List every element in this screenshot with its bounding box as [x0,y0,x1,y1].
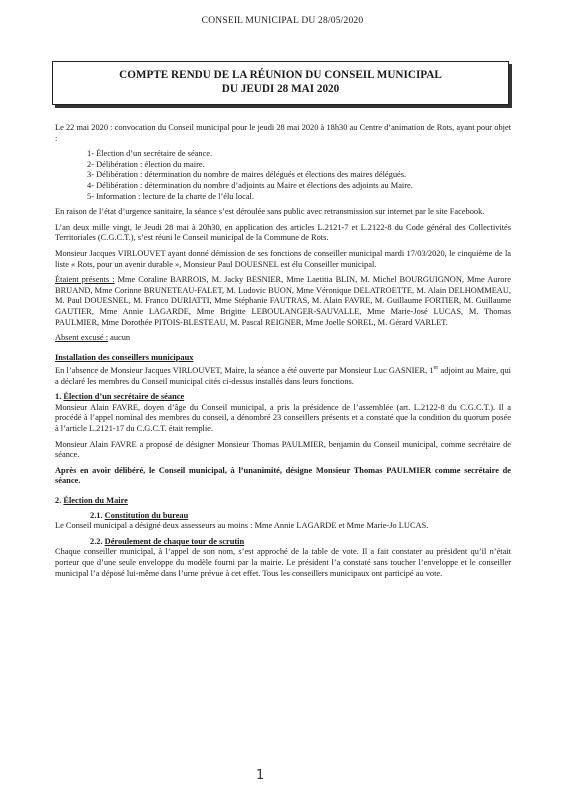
agenda-list [55,149,511,202]
title-line-1: COMPTE RENDU DE LA RÉUNION DU CONSEIL MUNICIPAL [119,69,442,81]
intro-paragraph: Le 22 mai 2020 : convocation du Conseil municipal pour le jeudi 28 mai 2020 à 18h30 au Centre d’animation de Rots, ayant pour objet : [55,123,511,143]
title-line-2: DU JEUDI 28 MAI 2020 [221,83,340,95]
absent-label: Absent excusé : [55,333,109,343]
section-1-p1: Monsieur Alain FAVRE, doyen d’âge du Conseil municipal, a pris la présidence de l’assemblée (art. L.2122-8 du C.G.C.T.). Il a procédé à l’appel nominal des membres du conseil, a dénombré 23 conseillers présents et a constaté que la condition du quorum posée à l’article L.2121-17 du C.G.C.T. était remplie. [55,402,511,434]
agenda-item: 3- Délibération : détermination du nombre de maires délégués et élections des maires délégués. [87,170,407,180]
page-number: 1 [256,768,265,783]
section-2-1-heading: 2.1. Constitution du bureau [90,510,189,520]
section-2-2-text: Chaque conseiller municipal, à l’appel de son nom, s’est approché de la table de vote. Il a fait constater au président qu’il n’était porteur que d’une seule enveloppe du modèle fourni par la mairie. Le président l’a constaté sans toucher l’enveloppe et le conseiller municipal l’a déposé lui-même dans l’urne prévue à cet effet. Tous les conseillers municipaux ont participé au vote. [55,547,511,578]
section-2-2-heading: 2.2. Déroulement de chaque tour de scrutin [90,536,245,546]
agenda-item: 2- Délibération : élection du maire. [87,159,205,169]
install-paragraph: En l’absence de Monsieur Jacques VIRLOUVET, Maire, la séance a été ouverte par Monsieur Luc GASNIER, 1er adjoint au Maire, qui a déclaré les membres du Conseil municipal cités ci-dessus installés dans leurs fonctions. [55,365,511,386]
presents-list: Mme Coraline BARROIS, M. Jacky BESNIER, Mme Laetitia BLIN, M. Michel BOURGUIGNON, Mme Aurore BRUAND, Mme Corinne BRUNETEAU-FALET, M. Ludovic BUON, Mme Véronique DELATROETTE, M. Alain DELHOMMEAU, M. Paul DOUESNEL, M. Franco DURIATTI, Mme Stéphanie FAUTRAS, M. Alain FAVRE, M. Guillaume FORTIER, M. Guillaume GAUTIER, Mme Annie LAGARDE, Mme Brigitte LEBOULANGER-SAUVALLE, Mme Marie-José LUCAS, M. Thomas PAULMIER, Mme Dorothée PITOIS-BLESTEAU, M. Pascal REIGNER, Mme Joelle SOREL, M. Gérard VARLET. [55,275,511,327]
title-box [52,61,509,105]
section-2-1-text: Le Conseil municipal a désigné deux assesseurs au moins : Mme Annie LAGARDE et Mme Marie-Jo LUCAS. [55,521,429,531]
presents-label: Étaient présents : [55,275,115,285]
absent-paragraph [55,333,511,344]
virlouvet-paragraph: Monsieur Jacques VIRLOUVET ayant donné démission de ses fonctions de conseiller municipal mardi 17/03/2020, le cinquième de la liste « Rots, pour un avenir durable », Monsieur Paul DOUESNEL est élu Conseiller municipal. [55,248,511,269]
agenda-item: 5- Information : lecture de la charte de l’élu local. [87,191,254,201]
section-1-decision: Après en avoir délibéré, le Conseil municipal, à l’unanimité, désigne Monsieur Thomas PAULMIER comme secrétaire de séance. [55,465,511,486]
agenda-item: 1- Élection d’un secrétaire de séance. [87,149,213,159]
page-header: CONSEIL MUNICIPAL DU 28/05/2020 [201,16,364,26]
absent-text: aucun [108,333,131,343]
an-paragraph: L’an deux mille vingt, le Jeudi 28 mai à 20h30, en application des articles L.2121-7 et L.2122-8 du Code général des Collectivités Territoriales (C.G.C.T.), s’est réuni le Conseil municipal de la Commune de Rots. [55,222,511,243]
install-title: Installation des conseillers municipaux [55,352,194,362]
section-1-heading: 1. Élection d’un secrétaire de séance [55,392,185,402]
section-2-heading: 2. Élection du Maire [55,496,128,506]
document-body [55,123,511,584]
urgence-paragraph: En raison de l’état d’urgence sanitaire, la séance s’est déroulée sans public avec retransmission sur internet par le site Facebook. [55,207,485,217]
agenda-item: 4- Délibération : détermination du nombre d’adjoints au Maire et élections des adjoints au Maire. [87,180,413,190]
presents-paragraph [55,275,511,328]
section-1-p2: Monsieur Alain FAVRE a proposé de désigner Monsieur Thomas PAULMIER, benjamin du Conseil municipal, comme secrétaire de séance. [55,439,511,460]
